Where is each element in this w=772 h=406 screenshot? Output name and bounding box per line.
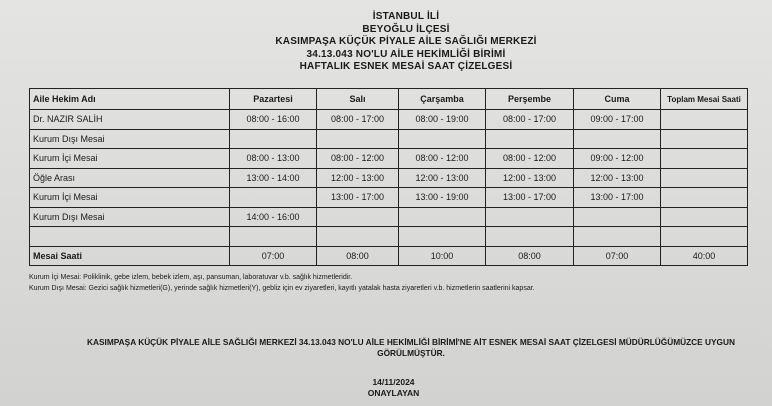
table-header-row <box>30 89 748 110</box>
row-label <box>30 227 230 247</box>
approval-date: 14/11/2024 <box>372 377 415 387</box>
table-cell: 08:00 <box>486 246 574 266</box>
table-cell <box>574 129 661 149</box>
table-row <box>30 207 748 227</box>
table-cell <box>399 227 486 247</box>
table-cell <box>661 207 748 227</box>
table-row <box>30 227 748 247</box>
row-label: Kurum Dışı Mesai <box>30 129 230 149</box>
table-cell: 40:00 <box>661 246 748 266</box>
header-district: BEYOĞLU İLÇESİ <box>362 23 450 35</box>
table-cell: 08:00 - 17:00 <box>486 110 574 130</box>
table-cell: 08:00 - 17:00 <box>317 110 399 130</box>
approval-line: KASIMPAŞA KÜÇÜK PİYALE AİLE SAĞLIĞI MERKEZİ 34.13.043 NO'LU AİLE HEKİMLİĞİ BİRİMİ'NE AİT ESNEK MESAİ SAAT ÇİZELGESİ MÜDÜRLÜĞÜMÜZCE UYGUN <box>87 337 735 347</box>
table-row <box>30 129 748 149</box>
approval-statement <box>60 337 762 359</box>
table-cell: 07:00 <box>230 246 317 266</box>
column-header: Pazartesi <box>230 89 317 110</box>
table-cell: 08:00 - 13:00 <box>230 149 317 169</box>
schedule-table <box>29 88 748 266</box>
table-row <box>30 188 748 208</box>
table-cell <box>661 168 748 188</box>
table-cell <box>661 149 748 169</box>
table-cell: 08:00 - 12:00 <box>317 149 399 169</box>
table-cell: 14:00 - 16:00 <box>230 207 317 227</box>
table-cell: 13:00 - 14:00 <box>230 168 317 188</box>
table-cell: 08:00 - 16:00 <box>230 110 317 130</box>
header-title: HAFTALIK ESNEK MESAİ SAAT ÇİZELGESİ <box>299 61 513 72</box>
table-cell <box>399 129 486 149</box>
table-cell: 08:00 - 12:00 <box>486 149 574 169</box>
document-header <box>0 11 772 74</box>
column-header: Toplam Mesai Saati <box>661 89 748 110</box>
table-row <box>30 110 748 130</box>
table-cell <box>230 188 317 208</box>
table-cell <box>399 207 486 227</box>
table-cell <box>230 227 317 247</box>
table-cell <box>230 129 317 149</box>
table-cell <box>486 227 574 247</box>
row-label: Dr. NAZIR SALİH <box>30 110 230 130</box>
table-cell <box>661 188 748 208</box>
approver-label: ONAYLAYAN <box>367 388 420 398</box>
table-cell: 09:00 - 12:00 <box>574 149 661 169</box>
column-header: Cuma <box>574 89 661 110</box>
table-cell: 07:00 <box>574 246 661 266</box>
table-cell <box>317 227 399 247</box>
table-cell: 13:00 - 17:00 <box>486 188 574 208</box>
column-header: Salı <box>317 89 399 110</box>
note-external: Kurum Dışı Mesai: Gezici sağlık hizmetleri(G), yerinde sağlık hizmetleri(Y), gebliz için ev ziyaretleri, kayıtlı yatalak hasta ziyaretleri v.b. hizmetlerin saatlerini kapsar. <box>29 285 535 292</box>
table-cell: 09:00 - 17:00 <box>574 110 661 130</box>
table-cell <box>317 129 399 149</box>
row-label: Mesai Saati <box>30 246 230 266</box>
table-cell <box>317 207 399 227</box>
header-province: İSTANBUL İLİ <box>372 11 440 22</box>
row-label: Öğle Arası <box>30 168 230 188</box>
row-label: Kurum İçi Mesai <box>30 188 230 208</box>
table-row <box>30 149 748 169</box>
table-cell <box>486 129 574 149</box>
header-health-center: KASIMPAŞA KÜÇÜK PİYALE AİLE SAĞLIĞI MERKEZİ <box>275 36 537 47</box>
table-cell: 08:00 - 19:00 <box>399 110 486 130</box>
column-header: Aile Hekim Adı <box>30 89 230 110</box>
table-cell: 10:00 <box>399 246 486 266</box>
column-header: Çarşamba <box>399 89 486 110</box>
column-header: Perşembe <box>486 89 574 110</box>
table-cell: 08:00 <box>317 246 399 266</box>
table-cell <box>486 207 574 227</box>
notes <box>29 272 535 294</box>
table-cell: 13:00 - 17:00 <box>574 188 661 208</box>
row-label: Kurum İçi Mesai <box>30 149 230 169</box>
signature-block <box>0 377 772 399</box>
table-cell <box>574 227 661 247</box>
table-row <box>30 246 748 266</box>
table-row <box>30 168 748 188</box>
row-label: Kurum Dışı Mesai <box>30 207 230 227</box>
table-cell: 13:00 - 17:00 <box>317 188 399 208</box>
table-cell: 12:00 - 13:00 <box>399 168 486 188</box>
table-cell: 12:00 - 13:00 <box>574 168 661 188</box>
note-internal: Kurum İçi Mesai: Poliklinik, gebe izlem, bebek izlem, aşı, pansuman, laboratuvar v.b. sağlık hizmetleridir. <box>29 274 353 281</box>
header-unit: 34.13.043 NO'LU AİLE HEKİMLİĞİ BİRİMİ <box>306 48 506 60</box>
table-cell <box>574 207 661 227</box>
table-cell <box>661 110 748 130</box>
table-cell: 12:00 - 13:00 <box>486 168 574 188</box>
table-cell <box>661 129 748 149</box>
table-cell: 12:00 - 13:00 <box>317 168 399 188</box>
table-cell: 13:00 - 19:00 <box>399 188 486 208</box>
approval-line: GÖRÜLMÜŞTÜR. <box>377 348 445 358</box>
table-cell <box>661 227 748 247</box>
table-cell: 08:00 - 12:00 <box>399 149 486 169</box>
